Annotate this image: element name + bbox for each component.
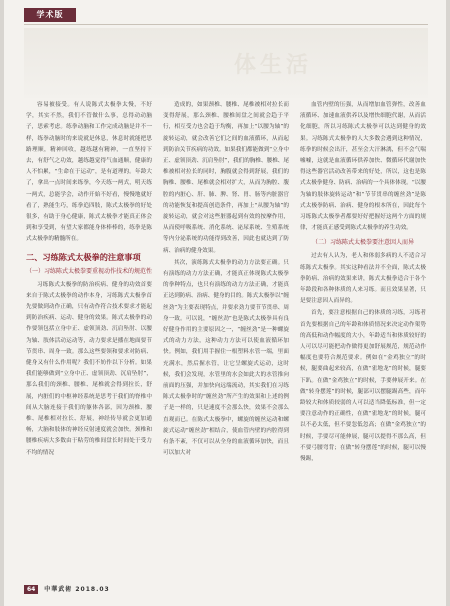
header-image [24, 28, 428, 98]
publication-name: 中華武術 2018.03 [44, 586, 110, 593]
section-heading: 二、习练陈式太极拳的注意事项 [26, 251, 141, 262]
section-tag: 学术版 [24, 8, 76, 22]
page-number: 64 [24, 585, 38, 594]
paragraph: 血管内壁的压强，从而增加血管弹性，改善血液循环、加速血液供养以及增快细胞代谢，从而活化细胞，所以习练陈式太极拳可以达到健身的效果。习练陈式太极拳的人大多数会遇到这种情况，练拳的时候会出汗，甚至会大汗淋漓，但不会气喘嘘嘘，这就是血液循环供养加快、微循环代谢加快得这些器官活动改善带来的好处，所以，这也是陈式太极拳健身、防病、治病的一个具体体现。“以腰为轴的肢体旋转运动”和“节节贯串的缠丝劲”是陈式太极拳防病、治病、健身的根本所在，因此每个习练陈式太极拳者都要好好把握好这两个方面的规律，才能真正感受到陈式太极拳的养生功效。 [300, 102, 426, 232]
header-rule [24, 24, 428, 25]
column-1 [26, 100, 152, 578]
paragraph: 习练陈式太极拳的防治疾病、健身的功效首要来自于陈式太极拳的动作本身，习练陈式太极拳首先要做到动作正确，只有动作符合技术要求才能起到防治疾病、运动、健身的效果。陈式太极拳的动作要领包括立身中正、虚领顶劲、沉肩坠肘、以腰为轴、肢体活动运动等，动力要求是播在地面要节节贯串、周身一致。那么这些要领和要求对防病、健身又有什么作用呢？我们不妨作以下分析。如果我们能够做到“立身中正、虚领顶劲、沉肩坠肘”，那么我们的颈椎、腰椎、尾椎就会得到拉长，舒展，内脏们的中枢神经系统是思考于我们的脊椎中间从大脑连接于我们的躯体各部，因为颈椎、腰椎、尾椎相对拉长、舒展，神经传导就会更加通畅，大脑和肢体的神经反射速度就会加快。颈椎和腰椎疾病大多数由于粘劳的椎间盘长时间处于受力不均的情况 [26, 281, 152, 456]
paragraph: 容易被接受。有人说陈式太极拳太慢，不好学，其实不然，我们不管做什么事，总得动动脑子，思索考虑。练拳动脑和工作完成动脑是并不一样，练拳动脑时的来说就是休息，休息时就能把思路理顺，精神回收，越练越有精神，一直坚持下去，有舒气之功效，越练越觉得气血通顺，健康的人不怕累，“生命在于运动”，是有道理的。年龄大了，拿出一点时间来练拳，今天练一两式，明天练一两式，总能学会，动作开始不好看，慢慢地就好看了，熟能生巧，练拳追四肢，陈式太极拳的好处很多，有助于身心健康，陈式太极拳才能真正体会到和享受到，有望大家都能身体棒棒的，练拳是陈式太极拳的精髓所在。 [26, 102, 152, 243]
subsection-heading: （二）习练陈式太极拳要注意因人而异 [311, 239, 414, 247]
paragraph: 过去有人认为，老人和体弱多病的人不适合习练陈式太极拳。其实这种看法并不全面，陈式太极拳防病、治病的效果来讲，陈式太极拳适合于各个年龄段和各种体质的人来习练。而且效果显著，只是要注意因人而异的。 [300, 253, 426, 305]
paragraph: 首先，要注意根据自己的体质的习练，习练者首先要根据自己的年龄和体质情况来决定动作架势的高低和动作幅度的大小，年龄适当和体质较好的人可以尽可能把动作做得更加舒展规范，规范动作幅度也要符合规范要求。例如在“金鸡独立”的时候，腿要曲起来较高，在做“雀地龙”的时候，腿要下趴。在做“金鸡独立”的时候，手要伸展开来。在做“转身摆莲”的时候，腿部可以摆腿踢高些，而年龄较大和体质较弱的人可以适当降低标准，但一定要注意动作的正确性，在做“雀地龙”的时候，腿可以不必太低，但不要忽低忽高；在做“金鸡独立”的时候，手要尽可能伸展，腿可以提得不那么高，但不要弓腰弯背；在做“转身摆莲”的时候，腿可以慢慢踢， [300, 310, 426, 463]
header-watermark: 体生活 [234, 53, 313, 78]
page-footer [24, 584, 428, 596]
paragraph: 造成的，如果颈椎、腰椎、尾椎被相对拉长而变得舒展，那么颈椎、腰椎间盘之间就会趋于平行，相互受力也会趋于均衡，再加上“以腰为轴”的旋转运动，就会改善它们之间的血液循环，从而起到防治关节疾病的功效。如果我们都能做到“立身中正、虚领顶劲、沉肩坠肘”，我们的胸椎、腰椎、尾椎被相对拉长的同时，胸腹就会得到舒展，我们的胸椎、腰椎、尾椎就会相对扩大，从而为胸腔、腹腔的内脏心、肝、肺、脾、肾、胃、肠等内脏器官的功能恢复和提高创造条件，再加上“从腰为轴”的旋转运动，就会对这些脏器起到有效的按摩作用，从而使呼吸系统、消化系统、泌尿系统、生殖系统等内分泌系统的功能得到改善，因此也就达到了防病、治病的健身效果。 [163, 102, 289, 254]
paragraph: 其次，演练陈式太极拳的动力方法要正确。只有演练的动力方法正确，才能真正体现陈式太极拳的拳种特点，也只有演练的动力方法正确，才能真正达到防病、治病、健身的目的。陈式太极拳以“缠丝劲”为主要表现特点，并要求劲力要节节贯串、周身一致。可以说，“缠丝劲”也是陈式太极拳具有良好健身作用的主要原因之一，“缠丝劲”是一种螺旋式的动力方法，这种动力方法可以使血液循环加快。例如，我们用手握住一根塑料水管一端，里面充满水，然后握水管，让它呈螺旋式运动，这时候，我们会发现，水管里的水会如此大的水管推向前面的压强，并加快向远端流动，其实我们在习练陈式太极拳时的“缠丝劲”所产生的效果和上述的例子是一样的，只是速度不会那么快，效果不会那么直观而已。在陈式太极拳中，螺旋的缠丝运动和螺旋式运动“缠丝劲”相结合，使血管内壁的内腔得到有条不紊，不仅可以从全身的血液循环加快，而且可以加大对 [163, 259, 289, 457]
subsection-heading: （一）习练陈式太极拳要重视动作技术的规范性 [26, 267, 152, 275]
column-2 [163, 100, 289, 578]
magazine-page [4, 0, 446, 606]
column-3 [300, 100, 426, 578]
